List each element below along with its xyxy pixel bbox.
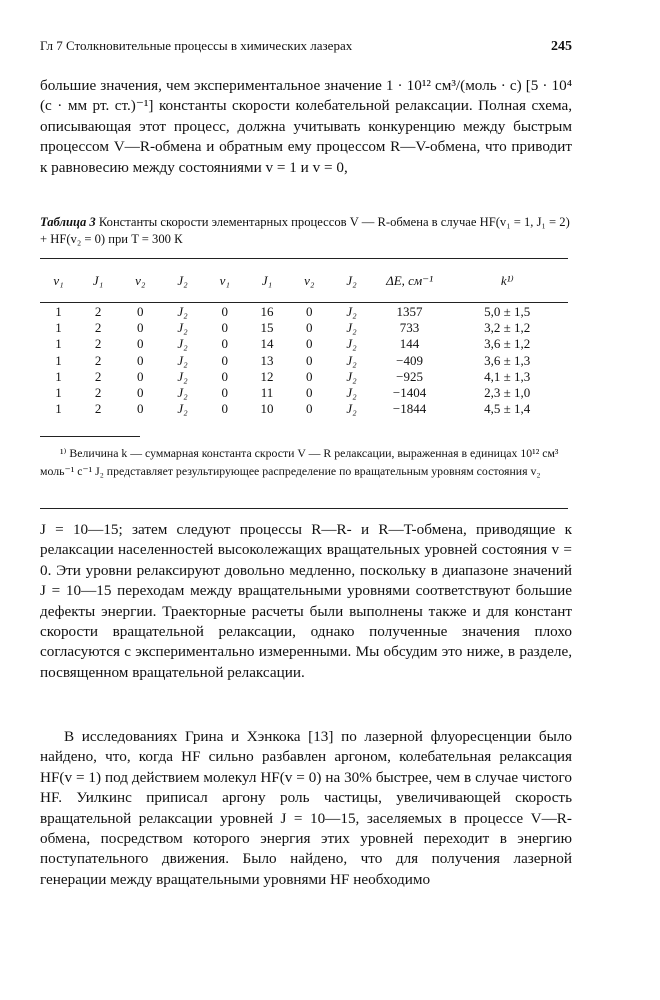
table-cell: J₂ (177, 304, 188, 320)
table-cell: 0 (305, 304, 313, 320)
header-cell: J₂ (177, 273, 188, 288)
table-cell: 0 (221, 336, 229, 352)
table-cell: 144 (399, 336, 420, 352)
table-cell: 4,1 ± 1,3 (484, 368, 531, 384)
table-cell: J₂ (177, 336, 188, 352)
table-cell: 15 (260, 320, 274, 336)
table-cell: J₂ (177, 385, 188, 401)
table-caption-text: Константы скорости элементарных процессов V — R-обмена в случае HF(v₁ = 1, J₁ = 2) + HF(v₂ = 0) при T = 300 К (40, 215, 570, 246)
table-cell: J₂ (346, 401, 357, 417)
paragraph-2: J = 10—15; затем следуют процессы R—R- и R—T-обмена, приводящие к релаксации населенностей высоколежащих вращательных уровней состояния v = 0. Эти уровни релаксируют довольно медленно, поскольку в диапазоне значений J = 10—15 переходам между вращательными уровнями соответствуют большие дефекты энергии. Траекторные расчеты были выполнены также и для констант скорости вращательной релаксации, однако полученные значения плохо согласуются с экспериментально измеренными. Мы обсудим это ниже, в разделе, посвященном вращательной релаксации. (40, 521, 572, 681)
table-cell: 2 (94, 385, 102, 401)
table-top-rule (40, 258, 568, 259)
table-cell: 4,5 ± 1,4 (484, 401, 531, 417)
table-cell: 0 (305, 336, 313, 352)
table-cell: 0 (305, 352, 313, 368)
table-cell: −925 (396, 368, 423, 384)
table-row (40, 385, 568, 401)
table-cell: J₂ (346, 304, 357, 320)
table-cell: J₂ (177, 368, 188, 384)
table-cell: J₂ (177, 401, 188, 417)
table-cell: 2 (94, 336, 102, 352)
table-cell: 1 (55, 385, 62, 401)
table-cell: 2,3 ± 1,0 (484, 385, 531, 401)
header-title: Гл 7 Столкновительные процессы в химических лазерах (40, 38, 353, 53)
table-bottom-rule (40, 508, 568, 509)
table-cell: 1357 (396, 304, 423, 320)
table-cell: 16 (260, 304, 274, 320)
table-cell: 0 (221, 320, 229, 336)
table-cell: J₂ (177, 352, 188, 368)
table-cell: 0 (137, 320, 144, 336)
header-cell: v₁ (53, 273, 64, 288)
table-cell: 12 (260, 368, 274, 384)
table-cell: 1 (55, 304, 62, 320)
table-row (40, 300, 568, 320)
table-cell: 1 (55, 320, 62, 336)
table-cell: 0 (221, 401, 229, 417)
table-cell: J₂ (346, 320, 357, 336)
table-caption-label: Таблица 3 (40, 215, 96, 229)
paragraph-3: В исследованиях Грина и Хэнкока [13] по лазерной флуоресценции было найдено, что, когда HF сильно разбавлен аргоном, колебательная релаксация HF(v = 1) под действием молекул HF(v = 0) на 30% быстрее, чем в случае чистого HF. Уилкинс приписал аргону роль частицы, увеличивающей скорость вращательной релаксации уровней J = 10—15, заселяемых в процессе V—R-обмена, посредством которого энергия этих уровней переходит в энергию поступательного движения. Было найдено, что для получения лазерной генерации между вращательными уровнями HF необходимо (40, 728, 572, 888)
table-cell: 3,2 ± 1,2 (484, 320, 531, 336)
footnote-rule (40, 436, 140, 437)
table-cell: −1404 (392, 385, 427, 401)
page-number: 245 (551, 39, 572, 54)
table-cell: J₂ (346, 368, 357, 384)
table-cell: 2 (94, 352, 102, 368)
table-row (40, 320, 568, 336)
table-cell: 1 (55, 368, 62, 384)
running-header (40, 38, 572, 55)
table-cell: J₂ (346, 385, 357, 401)
header-cell: J₂ (346, 273, 357, 288)
header-cell: v₂ (304, 273, 315, 288)
table-row (40, 401, 568, 417)
table-cell: 0 (305, 401, 313, 417)
table-body (40, 300, 568, 417)
table-header-row (40, 262, 568, 300)
table-cell: 1 (55, 401, 62, 417)
header-cell: J₁ (261, 273, 273, 288)
table-cell: 5,0 ± 1,5 (484, 304, 531, 320)
header-cell: v₁ (219, 273, 230, 288)
table-cell: 2 (94, 368, 102, 384)
table-cell: 0 (305, 320, 313, 336)
table-cell: 0 (221, 304, 229, 320)
table-cell: 3,6 ± 1,3 (484, 352, 531, 368)
table-row (40, 369, 568, 385)
table-footnote: ¹⁾ Величина k — суммарная константа скрости V — R релаксации, выраженная в единицах 10¹² см³ моль⁻¹ с⁻¹ J₂ представляет результирующее распределение по вращательным уровням состояния v₂ (40, 446, 559, 478)
table-cell: 3,6 ± 1,2 (484, 336, 531, 352)
table-cell: 14 (260, 336, 274, 352)
table-row (40, 353, 568, 369)
header-cell: k¹⁾ (500, 273, 514, 288)
table-cell: 10 (260, 401, 274, 417)
paragraph-1: большие значения, чем экспериментальное значение 1 · 10¹² см³/(моль · с) [5 · 10⁴ (с · мм рт. ст.)⁻¹] константы скорости колебательной релаксации. Полная схема, описывающая этот процесс, должна учитывать конкуренцию между быстрым процессом V—R-обмена и обратным ему процессом R—V-обмена, что приводит к равновесию между состояниями v = 1 и v = 0, (40, 77, 572, 176)
table-cell: 1 (55, 336, 62, 352)
table-cell: 0 (305, 368, 313, 384)
rate-constants-table (40, 262, 568, 417)
table-cell: 0 (137, 385, 144, 401)
table-cell: 0 (221, 352, 229, 368)
table-cell: 11 (260, 385, 274, 401)
table-cell: 0 (137, 304, 144, 320)
table-cell: 0 (137, 336, 144, 352)
table-caption (40, 214, 574, 248)
table-cell: 0 (305, 385, 313, 401)
table-cell: 0 (137, 352, 144, 368)
table-cell: −1844 (392, 401, 427, 417)
table-cell: 0 (137, 401, 144, 417)
table-cell: 13 (260, 352, 274, 368)
table-cell: −409 (396, 352, 423, 368)
table-cell: 0 (221, 385, 229, 401)
table-cell: 2 (94, 304, 102, 320)
table-cell: 2 (94, 320, 102, 336)
table-cell: 2 (94, 401, 102, 417)
table-cell: 1 (55, 352, 62, 368)
table-cell: 0 (221, 368, 229, 384)
header-cell: ΔE, см⁻¹ (386, 273, 433, 288)
header-cell: v₂ (135, 273, 146, 288)
table-cell: J₂ (177, 320, 188, 336)
table-cell: J₂ (346, 336, 357, 352)
table-cell: 0 (137, 368, 144, 384)
header-cell: J₁ (92, 273, 104, 288)
table-cell: J₂ (346, 352, 357, 368)
table-row (40, 336, 568, 352)
table-cell: 733 (399, 320, 420, 336)
